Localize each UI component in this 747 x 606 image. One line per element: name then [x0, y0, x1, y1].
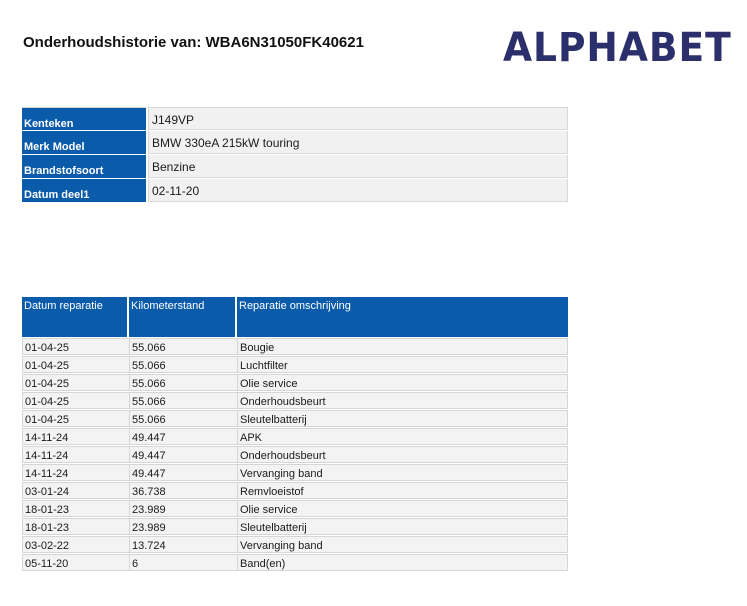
cell-datum: 03-01-24	[22, 482, 129, 499]
cell-kilometerstand: 23.989	[129, 500, 237, 517]
vehicle-info-row	[22, 155, 568, 179]
info-value-merk-model: BMW 330eA 215kW touring	[148, 131, 568, 154]
cell-omschrijving: Onderhoudsbeurt	[237, 446, 568, 463]
cell-datum: 03-02-22	[22, 536, 129, 553]
cell-datum: 14-11-24	[22, 428, 129, 445]
cell-datum: 18-01-23	[22, 518, 129, 535]
table-row	[22, 356, 568, 374]
table-row	[22, 518, 568, 536]
table-body	[22, 338, 568, 572]
cell-kilometerstand: 55.066	[129, 392, 237, 409]
table-row	[22, 446, 568, 464]
info-label-datum-deel1: Datum deel1	[22, 179, 148, 202]
table-row	[22, 464, 568, 482]
cell-kilometerstand: 49.447	[129, 464, 237, 481]
cell-kilometerstand: 23.989	[129, 518, 237, 535]
cell-kilometerstand: 6	[129, 554, 237, 571]
cell-datum: 01-04-25	[22, 356, 129, 373]
vehicle-info-row	[22, 179, 568, 203]
cell-omschrijving: Olie service	[237, 374, 568, 391]
table-row	[22, 374, 568, 392]
info-value-brandstofsoort: Benzine	[148, 155, 568, 178]
cell-datum: 18-01-23	[22, 500, 129, 517]
column-header-datum: Datum reparatie	[22, 297, 129, 337]
table-row	[22, 500, 568, 518]
column-header-omschrijving: Reparatie omschrijving	[239, 300, 351, 312]
table-row	[22, 428, 568, 446]
cell-kilometerstand: 55.066	[129, 356, 237, 373]
cell-omschrijving: Vervanging band	[237, 464, 568, 481]
vehicle-info-table	[22, 107, 568, 203]
cell-datum: 01-04-25	[22, 374, 129, 391]
cell-omschrijving: Vervanging band	[237, 536, 568, 553]
table-row	[22, 554, 568, 572]
info-label-merk-model: Merk Model	[22, 131, 148, 154]
cell-kilometerstand: 49.447	[129, 446, 237, 463]
cell-kilometerstand: 36.738	[129, 482, 237, 499]
table-row	[22, 410, 568, 428]
cell-omschrijving: Luchtfilter	[237, 356, 568, 373]
vehicle-info-row	[22, 107, 568, 131]
cell-datum: 01-04-25	[22, 338, 129, 355]
cell-omschrijving: Olie service	[237, 500, 568, 517]
cell-omschrijving: Bougie	[237, 338, 568, 355]
cell-kilometerstand: 55.066	[129, 374, 237, 391]
cell-datum: 14-11-24	[22, 464, 129, 481]
cell-kilometerstand: 55.066	[129, 338, 237, 355]
cell-kilometerstand: 55.066	[129, 410, 237, 427]
table-row	[22, 536, 568, 554]
cell-omschrijving: Sleutelbatterij	[237, 518, 568, 535]
cell-omschrijving: Remvloeistof	[237, 482, 568, 499]
cell-kilometerstand: 49.447	[129, 428, 237, 445]
table-row	[22, 338, 568, 356]
table-header-row	[22, 297, 568, 337]
cell-kilometerstand: 13.724	[129, 536, 237, 553]
cell-omschrijving: Onderhoudsbeurt	[237, 392, 568, 409]
cell-omschrijving: Sleutelbatterij	[237, 410, 568, 427]
info-label-kenteken: Kenteken	[22, 107, 148, 130]
column-header-kilometerstand: Kilometerstand	[129, 297, 237, 337]
alphabet-logo: ALPHABET	[503, 25, 732, 71]
table-row	[22, 392, 568, 410]
repair-history-table	[22, 297, 568, 572]
cell-datum: 01-04-25	[22, 392, 129, 409]
cell-datum: 01-04-25	[22, 410, 129, 427]
info-value-datum-deel1: 02-11-20	[148, 179, 568, 202]
cell-datum: 05-11-20	[22, 554, 129, 571]
info-value-kenteken: J149VP	[148, 107, 568, 130]
cell-omschrijving: Band(en)	[237, 554, 568, 571]
vehicle-info-row	[22, 131, 568, 155]
cell-datum: 14-11-24	[22, 446, 129, 463]
page-title: Onderhoudshistorie van: WBA6N31050FK40621	[23, 34, 364, 51]
info-label-brandstofsoort: Brandstofsoort	[22, 155, 148, 178]
table-row	[22, 482, 568, 500]
cell-omschrijving: APK	[237, 428, 568, 445]
